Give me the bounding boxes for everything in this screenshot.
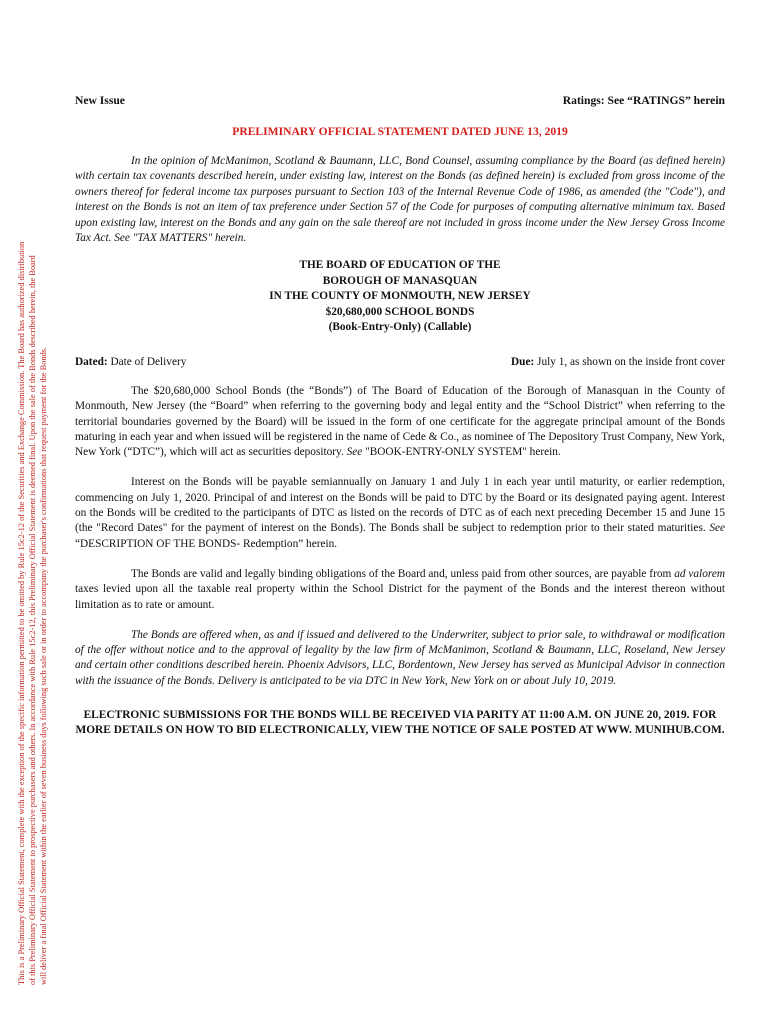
bonds-description-paragraph [75,384,725,460]
p3-italic: ad valorem [674,567,725,580]
document-page [75,94,725,739]
electronic-submissions-notice: ELECTRONIC SUBMISSIONS FOR THE BONDS WILL BE RECEIVED VIA PARITY AT 11:00 A.M. ON JUNE 20, 2019. FOR MORE DETAILS ON HOW TO BID ELECTRONICALLY, VIEW THE NOTICE OF SALE POSTED AT WWW. MUNIHUB.COM. [75,708,725,737]
p1-ref: "BOOK-ENTRY-ONLY SYSTEM" herein. [362,446,561,459]
p2-text: Interest on the Bonds will be payable semiannually on January 1 and July 1 in each year until maturity, or earlier redemption, commencing on July 1, 2020. Principal of and interest on the Bonds will be paid to DTC by the Board or its designated paying agent. Interest on the Bonds will be credited to the participants of DTC as listed on the records of DTC as of each next preceding December 15 and June 15 (the "Record Dates" for the payment of interest on the Bonds). The Bonds shall be subject to redemption prior to their stated maturities. [75,476,725,535]
tax-opinion-paragraph: In the opinion of McManimon, Scotland & Baumann, LLC, Bond Counsel, assuming compliance by the Board (as defined herein) with certain tax covenants described herein, under existing law, interest on the Bonds (as defined herein) is excluded from gross income of the owners thereof for federal income tax purposes pursuant to Section 103 of the Internal Revenue Code of 1986, as amended (the "Code"), and interest on the Bonds is not an item of tax preference under Section 57 of the Code for purposes of computing alternative minimum tax. Based upon existing law, interest on the Bonds and any gain on the sale thereof are not included in gross income under the New Jersey Gross Income Tax Act. See "TAX MATTERS" herein. [75,155,725,245]
p1-see: See [346,446,363,459]
issuer-line-5: (Book-Entry-Only) (Callable) [328,321,472,334]
due-label: Due: [511,355,535,368]
obligation-paragraph [75,567,725,613]
due-value: July 1, as shown on the inside front cover [534,355,725,368]
new-issue-label: New Issue [75,94,125,107]
p2-see: See [709,522,726,535]
issuer-heading [75,258,725,336]
issuer-line-1: THE BOARD OF EDUCATION OF THE [299,259,501,272]
preliminary-statement-side-notice [16,35,49,985]
p1-text: The $20,680,000 School Bonds (the “Bonds”) of The Board of Education of the Borough of Manasquan in the County of Monmouth, New Jersey (the “Board” when referring to the governing body and legal entity and the “School District” when referring to the territorial boundaries governed by the Board) will be issued in the form of one certificate for the aggregate principal amount of the Bonds maturing in each year and when issued will be registered in the name of Cede & Co., as nominee of The Depository Trust Company, New York, New York (“DTC”), which will act as securities depository. [75,384,725,459]
dated-field [75,355,186,369]
side-notice-line-1: This is a Preliminary Official Statement, complete with the exception of the specific information permitted to be omitted by Rule 15c2-12 of the Securities and Exchange Commission. The Board has authorized distribution [17,241,26,985]
dated-label: Dated: [75,355,108,368]
side-notice-line-2: of this Preliminary Official Statement to prospective purchasers and others. In accordance with Rule 15c2-12, this Preliminary Official Statement is deemed final. Upon the sale of the Bonds described herein, the Board [28,255,37,985]
offering-paragraph: The Bonds are offered when, as and if issued and delivered to the Underwriter, subject to prior sale, to withdrawal or modification of the offer without notice and to the approval of legality by the law firm of McManimon, Scotland & Baumann, LLC, Roseland, New Jersey and certain other conditions described herein. Phoenix Advisors, LLC, Bordentown, New Jersey has served as Municipal Advisor in connection with the issuance of the Bonds. Delivery is anticipated to be via DTC in New York, New York on or about July 10, 2019. [75,628,725,687]
p3-before: The Bonds are valid and legally binding obligations of the Board and, unless paid from other sources, are payable from [131,567,672,580]
p2-ref: “DESCRIPTION OF THE BONDS- Redemption” herein. [75,537,338,550]
issuer-line-4: $20,680,000 SCHOOL BONDS [325,305,475,318]
due-field [511,355,725,369]
interest-paragraph [75,475,725,551]
side-notice-line-3: will deliver a final Official Statement within the earlier of seven business days following such sale or in order to accompany the purchaser's confirmations that request payment for the Bonds. [39,346,48,985]
statement-title: PRELIMINARY OFFICIAL STATEMENT DATED JUNE 13, 2019 [232,125,568,138]
dated-due-row [75,355,725,369]
dated-value: Date of Delivery [107,355,187,368]
p3-after: taxes levied upon all the taxable real property within the School District for the payment of the Bonds and the interest thereon without limitation as to rate or amount. [75,583,725,611]
ratings-label: Ratings: See “RATINGS” herein [562,94,725,107]
issuer-line-2: BOROUGH OF MANASQUAN [322,274,478,287]
header-row [75,94,725,108]
issuer-line-3: IN THE COUNTY OF MONMOUTH, NEW JERSEY [269,290,531,303]
